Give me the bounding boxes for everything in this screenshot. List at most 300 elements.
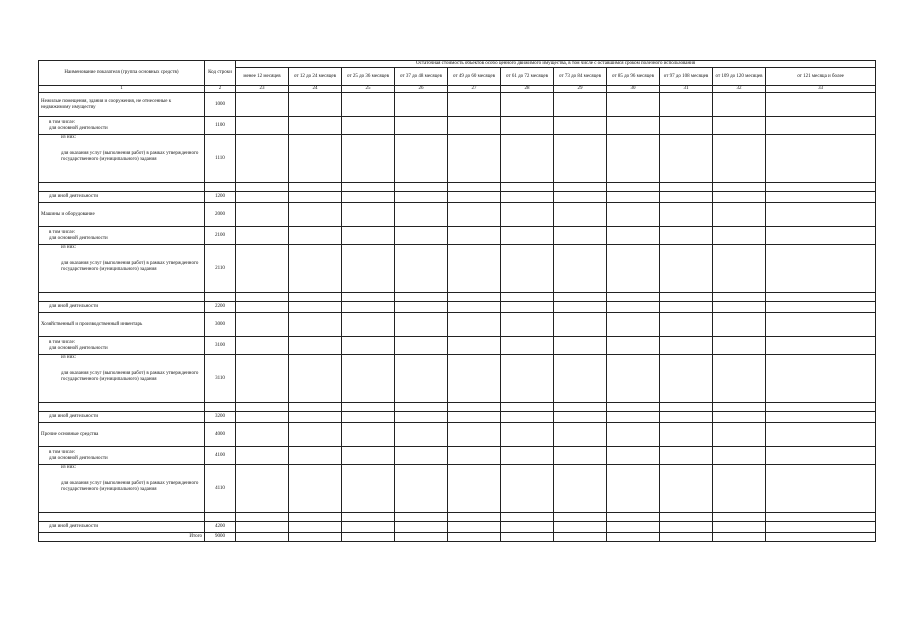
value-cell[interactable] [660,302,713,313]
value-cell[interactable] [766,533,876,542]
value-cell[interactable] [607,227,660,245]
main-activity-cell [39,337,205,355]
value-cell[interactable] [660,245,713,293]
value-cell[interactable] [236,403,289,412]
value-cell[interactable] [289,313,342,337]
value-cell[interactable] [236,465,289,513]
value-cell[interactable] [713,313,766,337]
value-cell[interactable] [554,183,607,192]
value-cell[interactable] [554,355,607,403]
value-cell[interactable] [395,337,448,355]
value-cell[interactable] [607,93,660,117]
value-cell[interactable] [342,192,395,203]
value-cell[interactable] [501,522,554,533]
value-cell[interactable] [660,533,713,542]
value-cell[interactable] [554,313,607,337]
value-cell[interactable] [554,337,607,355]
value-cell[interactable] [342,355,395,403]
value-cell[interactable] [713,533,766,542]
value-cell[interactable] [501,135,554,183]
table-row [39,203,876,227]
group-name: Нежилые помещения, здания и сооружения, не отнесенные к недвижимому имуществу [39,93,205,117]
value-cell[interactable] [395,93,448,117]
value-cell[interactable] [342,513,395,522]
value-cell[interactable] [607,245,660,293]
value-cell[interactable] [395,423,448,447]
value-cell[interactable] [554,513,607,522]
value-cell[interactable] [395,293,448,302]
value-cell[interactable] [766,183,876,192]
value-cell[interactable] [236,447,289,465]
value-cell[interactable] [607,117,660,135]
value-cell[interactable] [342,93,395,117]
value-cell[interactable] [554,423,607,447]
name-column-header: Наименование показателя (группа основных средств) [39,61,205,86]
value-cell[interactable] [554,227,607,245]
value-cell[interactable] [554,293,607,302]
value-cell[interactable] [395,135,448,183]
value-cell[interactable] [236,337,289,355]
value-cell[interactable] [289,355,342,403]
main-activity-labels [49,120,202,132]
value-cell[interactable] [236,245,289,293]
value-cell[interactable] [766,203,876,227]
value-cell[interactable] [554,93,607,117]
blank-cell [205,293,236,302]
value-cell[interactable] [713,93,766,117]
table-row [39,423,876,447]
value-cell[interactable] [236,192,289,203]
value-cell[interactable] [342,403,395,412]
value-cell[interactable] [766,337,876,355]
of-which-label: из них: [61,355,77,360]
value-cell[interactable] [395,227,448,245]
value-cell[interactable] [342,293,395,302]
value-cell[interactable] [395,183,448,192]
value-cell[interactable] [289,447,342,465]
value-cell[interactable] [289,423,342,447]
value-cell[interactable] [554,403,607,412]
value-cell[interactable] [395,245,448,293]
value-cell[interactable] [660,522,713,533]
value-cell[interactable] [289,513,342,522]
value-cell[interactable] [448,447,501,465]
value-cell[interactable] [501,337,554,355]
value-cell[interactable] [342,227,395,245]
value-cell[interactable] [395,203,448,227]
value-cell[interactable] [236,117,289,135]
table-body [39,93,876,542]
value-cell[interactable] [554,245,607,293]
value-cell[interactable] [342,117,395,135]
value-cell[interactable] [236,135,289,183]
value-cell[interactable] [501,183,554,192]
value-cell[interactable] [766,513,876,522]
value-cell[interactable] [395,117,448,135]
column-number: 28 [501,86,554,93]
value-cell[interactable] [448,355,501,403]
value-cell[interactable] [289,337,342,355]
value-cell[interactable] [395,403,448,412]
value-cell[interactable] [395,192,448,203]
value-cell[interactable] [448,245,501,293]
value-cell[interactable] [713,117,766,135]
value-cell[interactable] [766,302,876,313]
of-which-label: из них: [61,465,77,470]
value-cell[interactable] [448,203,501,227]
value-cell[interactable] [554,533,607,542]
value-cell[interactable] [501,203,554,227]
value-cell[interactable] [342,412,395,423]
blank-cell [39,293,205,302]
value-cell[interactable] [342,533,395,542]
main-activity-label: для основной деятельности [49,455,108,461]
value-cell[interactable] [660,227,713,245]
value-cell[interactable] [660,183,713,192]
period-column-header: от 37 до 48 месяцев [395,68,448,86]
value-cell[interactable] [342,313,395,337]
value-cell[interactable] [448,227,501,245]
value-cell[interactable] [342,423,395,447]
value-cell[interactable] [607,293,660,302]
value-cell[interactable] [501,227,554,245]
value-cell[interactable] [289,192,342,203]
table-header [39,61,876,93]
value-cell[interactable] [342,465,395,513]
value-cell[interactable] [342,337,395,355]
value-cell[interactable] [236,313,289,337]
value-cell[interactable] [607,135,660,183]
value-cell[interactable] [501,293,554,302]
value-cell[interactable] [660,192,713,203]
residual-value-group-header: Остаточная стоимость объектов особо ценного движимого имущества, в том числе с оставшимся сроком полезного использования [236,61,876,68]
value-cell[interactable] [236,183,289,192]
value-cell[interactable] [289,302,342,313]
value-cell[interactable] [766,293,876,302]
group-name: Прочие основные средства [39,423,205,447]
value-cell[interactable] [289,135,342,183]
row-code: 3000 [205,313,236,337]
value-cell[interactable] [236,533,289,542]
value-cell[interactable] [236,293,289,302]
blank-cell [205,513,236,522]
period-column-header: от 61 до 72 месяцев [501,68,554,86]
value-cell[interactable] [660,513,713,522]
value-cell[interactable] [607,447,660,465]
value-cell[interactable] [607,412,660,423]
value-cell[interactable] [713,192,766,203]
value-cell[interactable] [501,513,554,522]
value-cell[interactable] [289,412,342,423]
value-cell[interactable] [289,117,342,135]
value-cell[interactable] [448,533,501,542]
row-code: 2000 [205,203,236,227]
value-cell[interactable] [607,513,660,522]
value-cell[interactable] [607,522,660,533]
value-cell[interactable] [554,522,607,533]
group-name: Хозяйственный и производственный инвентарь [39,313,205,337]
value-cell[interactable] [501,447,554,465]
value-cell[interactable] [395,465,448,513]
value-cell[interactable] [554,192,607,203]
value-cell[interactable] [448,293,501,302]
value-cell[interactable] [766,245,876,293]
period-column-header: от 97 до 108 месяцев [660,68,713,86]
column-number: 25 [342,86,395,93]
row-code: 1100 [205,117,236,135]
value-cell[interactable] [607,355,660,403]
value-cell[interactable] [713,412,766,423]
blank-cell [39,513,205,522]
period-column-header: от 121 месяца и более [766,68,876,86]
value-cell[interactable] [342,135,395,183]
value-cell[interactable] [766,227,876,245]
row-code: 3100 [205,337,236,355]
of-which-label: из них: [61,245,77,250]
main-activity-cell [39,117,205,135]
value-cell[interactable] [713,337,766,355]
value-cell[interactable] [501,355,554,403]
value-cell[interactable] [607,192,660,203]
table-row [39,522,876,533]
value-cell[interactable] [660,412,713,423]
value-cell[interactable] [607,313,660,337]
value-cell[interactable] [660,447,713,465]
group-name: Машины и оборудование [39,203,205,227]
period-column-header: от 12 до 24 месяцев [289,68,342,86]
value-cell[interactable] [342,183,395,192]
value-cell[interactable] [766,93,876,117]
value-cell[interactable] [289,522,342,533]
value-cell[interactable] [607,423,660,447]
value-cell[interactable] [342,447,395,465]
value-cell[interactable] [448,337,501,355]
value-cell[interactable] [236,412,289,423]
value-cell[interactable] [766,313,876,337]
value-cell[interactable] [342,522,395,533]
value-cell[interactable] [448,183,501,192]
value-cell[interactable] [501,403,554,412]
value-cell[interactable] [342,245,395,293]
value-cell[interactable] [448,135,501,183]
value-cell[interactable] [766,423,876,447]
value-cell[interactable] [713,245,766,293]
value-cell[interactable] [501,302,554,313]
value-cell[interactable] [448,117,501,135]
services-label: для оказания услуг (выполнения работ) в рамках утвержденного государственного (муниципального) задания [61,481,199,492]
value-cell[interactable] [766,447,876,465]
value-cell[interactable] [713,465,766,513]
table-row [39,513,876,522]
value-cell[interactable] [554,302,607,313]
value-cell[interactable] [289,203,342,227]
value-cell[interactable] [395,302,448,313]
value-cell[interactable] [660,135,713,183]
table-row [39,192,876,203]
value-cell[interactable] [607,203,660,227]
value-cell[interactable] [395,447,448,465]
value-cell[interactable] [289,465,342,513]
value-cell[interactable] [395,522,448,533]
main-activity-cell [39,227,205,245]
value-cell[interactable] [660,403,713,412]
value-cell[interactable] [607,533,660,542]
value-cell[interactable] [713,403,766,412]
value-cell[interactable] [607,183,660,192]
value-cell[interactable] [713,355,766,403]
table-row [39,412,876,423]
period-column-header: от 85 до 96 месяцев [607,68,660,86]
value-cell[interactable] [660,465,713,513]
value-cell[interactable] [236,513,289,522]
value-cell[interactable] [448,465,501,513]
value-cell[interactable] [342,302,395,313]
value-cell[interactable] [607,403,660,412]
blank-cell [205,183,236,192]
value-cell[interactable] [448,513,501,522]
value-cell[interactable] [713,293,766,302]
value-cell[interactable] [342,203,395,227]
period-column-header: от 49 до 60 месяцев [448,68,501,86]
value-cell[interactable] [289,183,342,192]
value-cell[interactable] [448,423,501,447]
value-cell[interactable] [660,337,713,355]
including-label: в том числе: [49,449,76,455]
value-cell[interactable] [713,227,766,245]
period-column-header: менее 12 месяцев [236,68,289,86]
value-cell[interactable] [607,337,660,355]
value-cell[interactable] [713,447,766,465]
value-cell[interactable] [660,293,713,302]
value-cell[interactable] [554,117,607,135]
value-cell[interactable] [766,522,876,533]
value-cell[interactable] [713,183,766,192]
row-code: 4110 [205,465,236,513]
main-activity-cell [39,447,205,465]
value-cell[interactable] [289,403,342,412]
table-row [39,227,876,245]
value-cell[interactable] [713,513,766,522]
including-label: в том числе: [49,119,76,125]
value-cell[interactable] [236,227,289,245]
of-which-label: из них: [61,135,77,140]
value-cell[interactable] [766,117,876,135]
value-cell[interactable] [554,447,607,465]
column-number: 32 [713,86,766,93]
value-cell[interactable] [236,203,289,227]
value-cell[interactable] [766,465,876,513]
value-cell[interactable] [448,93,501,117]
value-cell[interactable] [289,93,342,117]
value-cell[interactable] [713,423,766,447]
row-code: 1110 [205,135,236,183]
value-cell[interactable] [554,203,607,227]
other-activity-label: для иной деятельности [39,522,205,533]
value-cell[interactable] [554,412,607,423]
table-row [39,293,876,302]
value-cell[interactable] [395,533,448,542]
value-cell[interactable] [236,522,289,533]
value-cell[interactable] [236,302,289,313]
value-cell[interactable] [660,355,713,403]
value-cell[interactable] [501,192,554,203]
row-code: 2200 [205,302,236,313]
value-cell[interactable] [501,423,554,447]
value-cell[interactable] [766,412,876,423]
value-cell[interactable] [501,465,554,513]
table-row [39,302,876,313]
value-cell[interactable] [289,227,342,245]
value-cell[interactable] [448,313,501,337]
value-cell[interactable] [713,522,766,533]
value-cell[interactable] [501,533,554,542]
value-cell[interactable] [448,302,501,313]
value-cell[interactable] [395,412,448,423]
table-row [39,403,876,412]
value-cell[interactable] [713,135,766,183]
value-cell[interactable] [236,93,289,117]
value-cell[interactable] [448,192,501,203]
table-row [39,245,876,293]
value-cell[interactable] [395,313,448,337]
value-cell[interactable] [660,117,713,135]
column-number: 23 [236,86,289,93]
value-cell[interactable] [607,302,660,313]
value-cell[interactable] [660,93,713,117]
value-cell[interactable] [554,465,607,513]
column-number: 31 [660,86,713,93]
value-cell[interactable] [501,313,554,337]
value-cell[interactable] [448,403,501,412]
value-cell[interactable] [448,522,501,533]
blank-cell [39,403,205,412]
value-cell[interactable] [236,423,289,447]
value-cell[interactable] [713,203,766,227]
value-cell[interactable] [766,355,876,403]
value-cell[interactable] [501,245,554,293]
value-cell[interactable] [660,313,713,337]
value-cell[interactable] [395,355,448,403]
value-cell[interactable] [766,192,876,203]
value-cell[interactable] [236,355,289,403]
value-cell[interactable] [289,533,342,542]
value-cell[interactable] [607,465,660,513]
value-cell[interactable] [501,93,554,117]
value-cell[interactable] [660,203,713,227]
row-code: 3110 [205,355,236,403]
value-cell[interactable] [554,135,607,183]
column-number: 30 [607,86,660,93]
value-cell[interactable] [289,293,342,302]
column-number: 1 [39,86,205,93]
services-label: для оказания услуг (выполнения работ) в рамках утвержденного государственного (муниципального) задания [61,371,199,382]
column-number: 24 [289,86,342,93]
row-code: 9000 [205,533,236,542]
value-cell[interactable] [395,513,448,522]
total-row [39,533,876,542]
value-cell[interactable] [501,412,554,423]
table-row [39,447,876,465]
row-code: 4100 [205,447,236,465]
value-cell[interactable] [289,245,342,293]
value-cell[interactable] [766,135,876,183]
column-number: 29 [554,86,607,93]
value-cell[interactable] [501,117,554,135]
value-cell[interactable] [766,403,876,412]
value-cell[interactable] [660,423,713,447]
value-cell[interactable] [448,412,501,423]
value-cell[interactable] [713,302,766,313]
